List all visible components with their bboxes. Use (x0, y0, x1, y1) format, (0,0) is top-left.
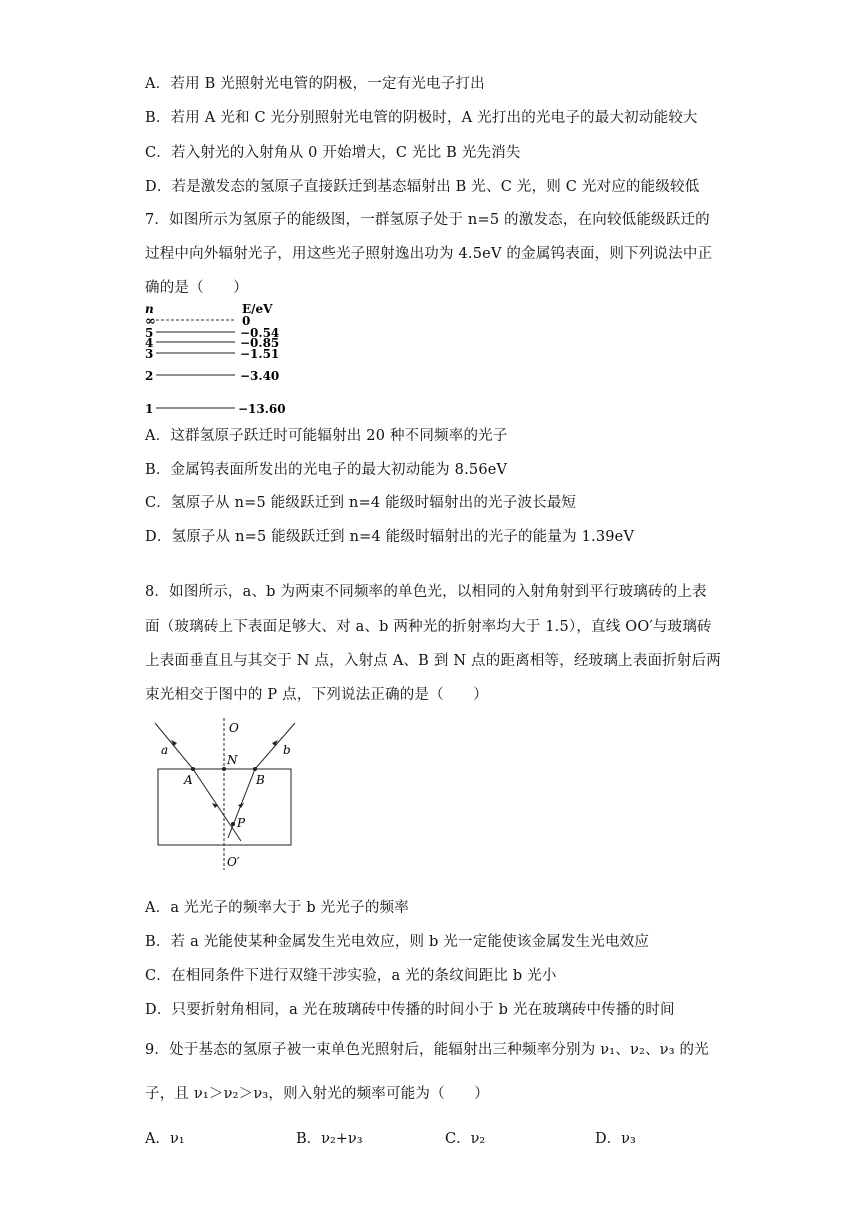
q9-option-b: B．ν₂+ν₃ (296, 1131, 363, 1147)
q8-option-b: B．若 a 光能使某种金属发生光电效应，则 b 光一定能使该金属发生光电效应 (145, 934, 650, 950)
q7-stem-line3: 确的是（ ） (145, 280, 248, 296)
level-n-4: 4 (145, 336, 154, 350)
q6-option-a: A．若用 B 光照射光电管的阴极，一定有光电子打出 (145, 76, 485, 92)
energy-axis-label: E/eV (242, 302, 273, 316)
q6-option-b: B．若用 A 光和 C 光分别照射光电管的阴极时，A 光打出的光电子的最大初动能较大 (145, 110, 698, 126)
level-e-inf: 0 (242, 314, 251, 328)
level-e-4: −0.85 (240, 336, 280, 350)
level-n-inf: ∞ (145, 314, 156, 329)
q9-stem-line2: 子，且 ν₁＞ν₂＞ν₃，则入射光的频率可能为（ ） (145, 1086, 489, 1102)
label-o: O (229, 721, 239, 735)
level-e-3: −1.51 (240, 347, 280, 361)
point-a (191, 767, 195, 771)
level-e-2: −3.40 (240, 369, 280, 383)
q7-option-d: D．氢原子从 n=5 能级跃迁到 n=4 能级时辐射出的光子的能量为 1.39eV (145, 529, 635, 545)
label-p: P (237, 816, 246, 830)
q8-stem-line1: 8．如图所示，a、b 为两束不同频率的单色光，以相同的入射角射到平行玻璃砖的上表 (145, 584, 707, 600)
point-n (222, 767, 226, 771)
q7-stem-line1: 7．如图所示为氢原子的能级图，一群氢原子处于 n=5 的激发态，在向较低能级跃迁的 (145, 212, 710, 228)
q8-option-d: D．只要折射角相同，a 光在玻璃砖中传播的时间小于 b 光在玻璃砖中传播的时间 (145, 1002, 675, 1018)
q8-option-c: C．在相同条件下进行双缝干涉实验，a 光的条纹间距比 b 光小 (145, 968, 557, 984)
level-e-1: −13.60 (238, 402, 286, 416)
q6-option-c: C．若入射光的入射角从 0 开始增大，C 光比 B 光先消失 (145, 145, 521, 161)
label-ray-a: a (161, 743, 169, 757)
label-o-prime: O′ (227, 855, 240, 869)
glass-refraction-diagram (145, 718, 315, 878)
energy-level-diagram (140, 300, 300, 420)
q9-option-c: C．ν₂ (445, 1131, 486, 1147)
q9-option-a: A．ν₁ (145, 1131, 185, 1147)
n-axis-label: n (145, 302, 154, 316)
level-n-5: 5 (145, 326, 154, 340)
label-b-point: B (256, 773, 265, 787)
q8-stem-line4: 束光相交于图中的 P 点，下列说法正确的是（ ） (145, 687, 488, 703)
q7-stem-line2: 过程中向外辐射光子，用这些光子照射逸出功为 4.5eV 的金属钨表面，则下列说法中正 (145, 246, 713, 262)
q9-stem-line1: 9．处于基态的氢原子被一束单色光照射后，能辐射出三种频率分别为 ν₁、ν₂、ν₃ 的光 (145, 1042, 709, 1058)
arrow-a-inner-icon (212, 803, 218, 808)
q7-option-a: A．这群氢原子跃迁时可能辐射出 20 种不同频率的光子 (145, 428, 508, 444)
point-b (253, 767, 257, 771)
point-p (231, 822, 235, 826)
level-e-5: −0.54 (240, 326, 280, 340)
level-n-1: 1 (145, 402, 154, 416)
q8-stem-line3: 上表面垂直且与其交于 N 点，入射点 A、B 到 N 点的距离相等，经玻璃上表面折射后两 (145, 653, 721, 669)
label-ray-b: b (283, 743, 291, 757)
q7-option-b: B．金属钨表面所发出的光电子的最大初动能为 8.56eV (145, 462, 508, 478)
level-n-2: 2 (145, 369, 154, 383)
label-n: N (227, 753, 238, 767)
q7-option-c: C．氢原子从 n=5 能级跃迁到 n=4 能级时辐射出的光子波长最短 (145, 495, 577, 511)
q6-option-d: D．若是激发态的氢原子直接跃迁到基态辐射出 B 光、C 光，则 C 光对应的能级较低 (145, 179, 700, 195)
q8-option-a: A．a 光光子的频率大于 b 光光子的频率 (145, 900, 409, 916)
q9-option-d: D．ν₃ (595, 1131, 636, 1147)
label-a-point: A (184, 773, 193, 787)
level-n-3: 3 (145, 347, 154, 361)
q8-stem-line2: 面（玻璃砖上下表面足够大、对 a、b 两种光的折射率均大于 1.5），直线 OO′与玻璃砖 (145, 619, 712, 635)
